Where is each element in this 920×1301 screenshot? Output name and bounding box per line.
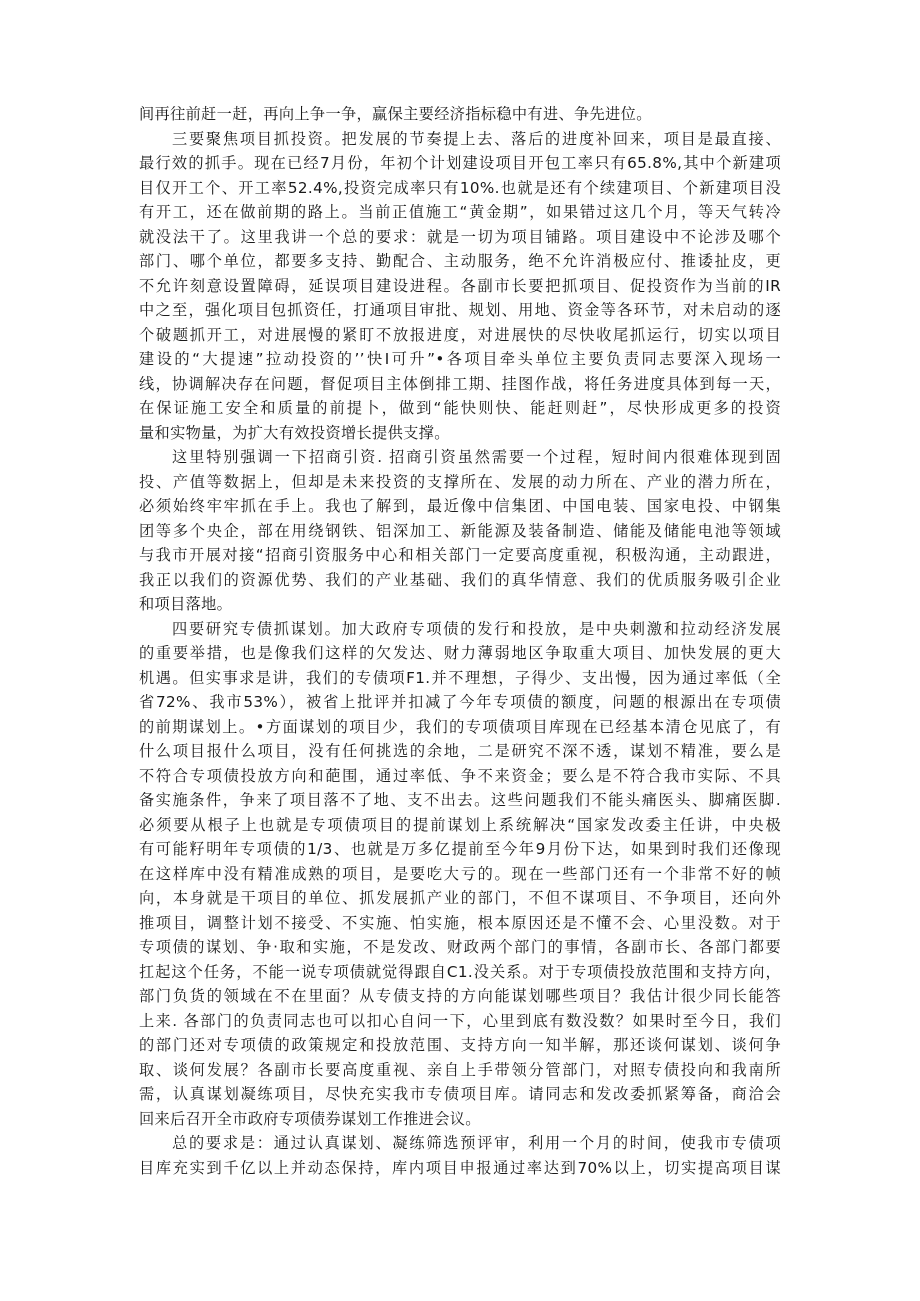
text-line: 机遇。但实事求是讲，我们的专债项F1.并不理想，子得少、支出慢，因为通过率低（全 [139, 668, 781, 687]
text-line: 与我市开展对接“招商引资服务中心和相关部门一定要高度重视，积极沟通，主动跟进， [139, 546, 781, 564]
paragraph-first-line: 总的要求是：通过认真谋划、凝练筛选预评审，利用一个月的时间，使我市专债项 [172, 1134, 781, 1152]
text-line: 省72%、我市53%），被省上批评并扣减了今年专项债的额度，问题的根源出在专项债 [139, 693, 781, 711]
text-line: 扛起这个任务，不能一说专项债就觉得跟自C1.没关系。对于专项债投放范围和支持方向， [139, 962, 781, 981]
text-line: 团等多个央企，部在用绕钢铁、铝深加工、新能源及装备制造、储能及储能电池等领域 [139, 521, 781, 540]
text-line: 向，本身就是干项目的单位、抓发展抓产业的部门，不但不谋项目、不争项目，还向外 [139, 889, 781, 907]
text-line: 什么项目报什么项目，没有任何挑选的余地，二是研究不深不透，谋划不精准，要么是 [139, 742, 781, 760]
paragraph-first-line: 四要研究专债抓谋划。加大政府专项债的发行和投放，是中央刺激和拉动经济发展 [172, 619, 781, 638]
text-line: 专项债的谋划、争·取和实施，不是发改、财政两个部门的事情，各副市长、各部门都要 [139, 938, 781, 956]
paragraph-first-line: 这里特别强调一下招商引资. 招商引资虽然需要一个过程，短时间内很难体现到固 [172, 448, 781, 466]
text-line: 需，认真谋划凝练项目，尽快充实我市专债项目库。请同志和发改委抓紧筹备，商洽会 [139, 1085, 781, 1103]
text-line: 线，协调解决存在问题，督促项目主体倒排工期、挂图作战，将任务进度具体到每一天， [139, 374, 781, 393]
text-line: 中之至，强化项目包抓资任，打通项目审批、规划、用地、资金等各环节，对未启动的逐 [139, 301, 781, 319]
text-line: 目库充实到千亿以上并动态保持，库内项目申报通过率达到70%以上，切实提高项目谋 [139, 1158, 781, 1177]
text-line: 的重要举措，也是像我们这样的欠发达、财力薄弱地区争取重大项目、加快发展的更大 [139, 644, 781, 662]
text-line: 就没法干了。这里我讲一个总的要求：就是一切为项目铺路。项目建设中不论涉及哪个 [139, 227, 781, 246]
text-line: 最行效的抓手。现在已经7月份，年初个计划建设项目开包工率只有65.8%,其中个新建项 [139, 154, 781, 172]
text-line: 备实施条件，争来了项目落不了地、支不出去。这些问题我们不能头痛医头、脚痛医脚. [139, 791, 781, 809]
text-line: 在保证施工安全和质量的前提卜，做到“能快则快、能赶则赶”，尽快形成更多的投资 [139, 399, 781, 417]
text-line: 的部门还对专项债的政策规定和投放范围、支持方向一知半解，那还谈何谋划、谈何争 [139, 1036, 781, 1054]
text-line: 目仅开工个、开工率52.4%,投资完成率只有10%.也就是还有个续建项目、个新建项目没 [139, 178, 781, 197]
text-line: 取、谈何发展？各副市长要高度重视、亲自上手带领分管部门，对照专债投向和我南所 [139, 1060, 781, 1079]
text-line: 个破题抓开工，对进展慢的紧盯不放报进度，对进展快的尽快收尾抓运行，切实以项目 [139, 325, 781, 344]
text-line: 有可能籽明年专项债的1/3、也就是万多亿提前至今年9月份下达，如果到时我们还像现 [139, 840, 781, 858]
text-line: 部门负货的领域在不在里面？从专债支持的方向能谋划哪些项目？我估计很少同长能答 [139, 987, 781, 1005]
text-line: 量和实物量，为扩大有效投资增长提供支撑。 [139, 423, 450, 442]
text-line: 间再往前赶一赶，再向上争一争，赢保主要经济指标稳中有进、争先进位。 [139, 105, 652, 123]
text-line: 上来. 各部门的负责同志也可以扣心自问一下，心里到底有数没数？如果时至今日，我们 [139, 1011, 781, 1030]
text-line: 推项目，调整计划不接受、不实施、怕实施，根本原因还是不懂不会、心里没数。对于 [139, 913, 781, 932]
text-line: 不允许刻意设置障碍，延误项目建设进程。各副市长要把抓项目、促投资作为当前的IR [139, 276, 781, 295]
text-line: 的前期谋划上。•方面谋划的项目少，我们的专项债项目库现在已经基本清仓见底了，有 [139, 717, 781, 736]
text-line: 必须要从根子上也就是专项债项目的提前谋划上系统解决“国家发改委主任讲，中央极 [139, 815, 781, 834]
text-line: 和项目落地。 [139, 595, 233, 613]
text-line: 投、产值等数据上，但却是未来投资的支撑所在、发展的动力所在、产业的潜力所在， [139, 472, 781, 491]
paragraph-first-line: 三要聚焦项目抓投资。把发展的节奏提上去、落后的进度补回来，项目是最直接、 [172, 129, 781, 148]
text-line: 不符合专项债投放方向和葩围，通过率低、争不来资金；要么是不符合我市实际、不具 [139, 766, 781, 785]
text-line: 必须始终牢牢抓在手上。我也了解到，最近像中信集团、中国电装、国家电投、中钢集 [139, 497, 781, 515]
text-line: 我正以我们的资源优势、我们的产业基础、我们的真华情意、我们的优质服务吸引企业 [139, 570, 781, 589]
text-line: 建设的“大提速”拉动投资的’’快I可升”•各项目牵头单位主要负责同志要深入现场一 [139, 350, 781, 368]
text-line: 部门、哪个单位，都要多支持、勤配合、主动服务，绝不允许消极应付、推诿扯皮，更 [139, 252, 781, 270]
text-line: 在这样库中没有精准成熟的项目，是要吃大亏的。现在一些部门还有一个非常不好的帧 [139, 864, 781, 883]
text-line: 有开工，还在做前期的路上。当前正值施工“黄金期”，如果错过这几个月，等天气转冷 [139, 203, 781, 221]
text-line: 回来后召开全市政府专项债券谋划工作推进会议。 [139, 1109, 481, 1128]
document-body [139, 102, 781, 1180]
